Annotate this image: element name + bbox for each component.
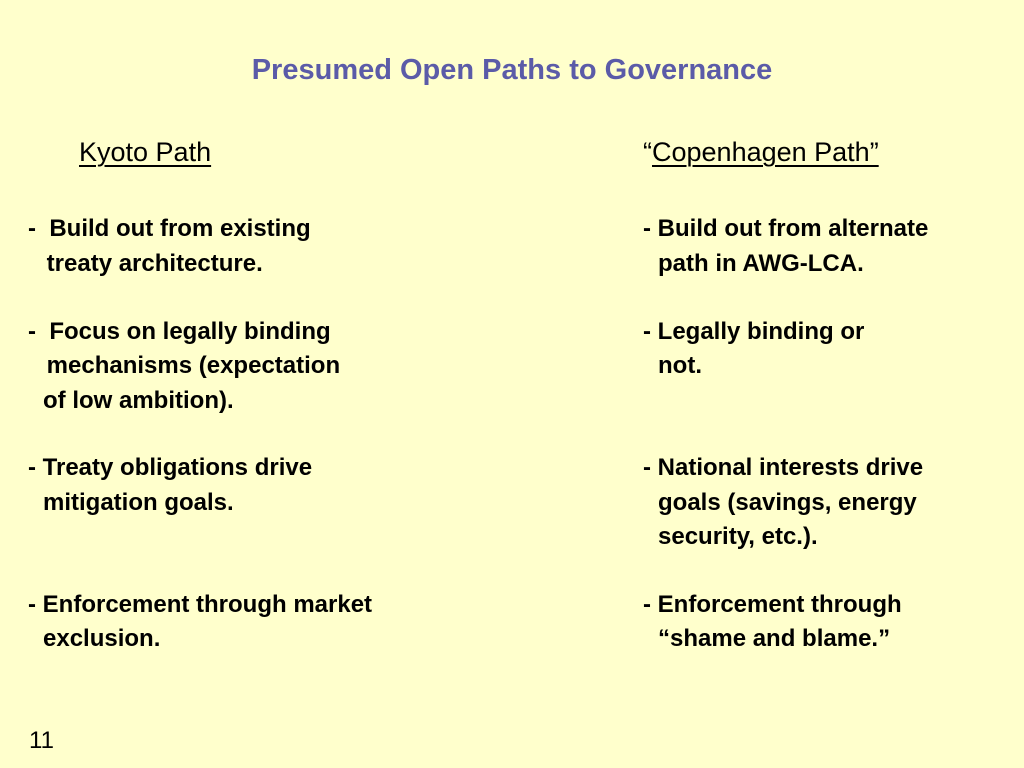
copenhagen-path-heading — [643, 134, 879, 170]
kyoto-point-3-line-2: mitigation goals. — [43, 489, 234, 516]
copenhagen-point-4-line-1: - Enforcement through — [643, 591, 902, 618]
kyoto-point-2-line-3: of low ambition). — [43, 387, 234, 414]
kyoto-path-heading — [79, 134, 211, 170]
kyoto-path-heading-text: Kyoto Path — [79, 137, 212, 167]
copenhagen-path-heading-text: Copenhagen Path” — [652, 137, 879, 167]
kyoto-point-3-line-1: - Treaty obligations drive — [28, 454, 313, 481]
copenhagen-point-3-line-3: security, etc.). — [658, 523, 818, 550]
copenhagen-point-1-line-1: - Build out from alternate — [643, 215, 929, 242]
copenhagen-point-3-line-2: goals (savings, energy — [658, 489, 917, 516]
copenhagen-point-3-line-1: - National interests drive — [643, 454, 924, 481]
kyoto-point-1-line-2: treaty architecture. — [40, 250, 263, 277]
slide-title: Presumed Open Paths to Governance — [251, 54, 773, 86]
copenhagen-point-2-line-1: - Legally binding or — [643, 318, 865, 345]
copenhagen-point-1-line-2: path in AWG-LCA. — [658, 250, 864, 277]
kyoto-point-4-line-1: - Enforcement through market — [28, 591, 373, 618]
kyoto-point-1-line-1: - Build out from existing — [28, 215, 311, 242]
slide-page-number: 11 — [29, 727, 54, 754]
copenhagen-point-2-line-2: not. — [658, 352, 702, 379]
copenhagen-point-4-line-2: “shame and blame.” — [658, 625, 891, 652]
kyoto-point-4-line-2: exclusion. — [43, 625, 161, 652]
kyoto-point-2-line-2: mechanisms (expectation — [40, 352, 341, 379]
copenhagen-open-quote: “ — [643, 137, 652, 167]
kyoto-point-2-line-1: - Focus on legally binding — [28, 318, 331, 345]
